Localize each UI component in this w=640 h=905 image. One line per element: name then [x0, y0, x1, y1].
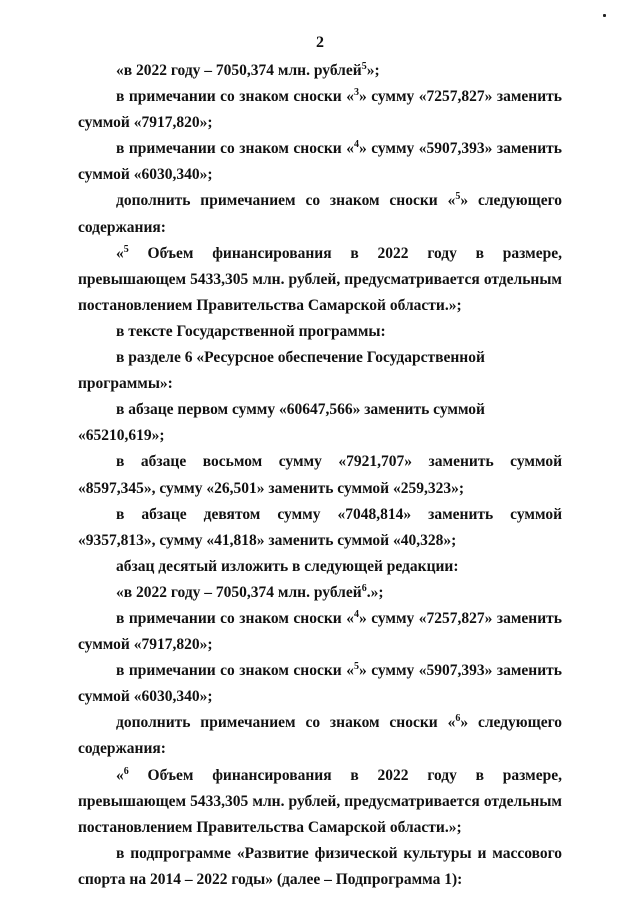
page-number: 2 — [316, 34, 324, 51]
paragraph: в абзаце первом сумму «60647,566» заменить суммой «65210,619»; — [78, 401, 485, 445]
paragraph: в абзаце девятом сумму «7048,814» заменить суммой «9357,813», сумму «41,818» заменить суммой «40,328»; — [78, 505, 562, 549]
scan-mark — [603, 14, 606, 17]
paragraph: в примечании со знаком сноски «$^3$» сумму «7257,827» заменить суммой «7917,820»; — [78, 87, 562, 132]
paragraph: в примечании со знаком сноски «$^4$» сумму «5907,393» заменить суммой «6030,340»; — [78, 139, 562, 184]
paragraph: в примечании со знаком сноски «$^4$» сумму «7257,827» заменить суммой «7917,820»; — [78, 608, 562, 654]
footnote-paragraph: «$^5$ Объем финансирования в 2022 году в размере, превышающем 5433,305 млн. рублей, предусматривается отдельным постановлением Правительства Самарской области.»; — [78, 243, 562, 314]
paragraph: в тексте Государственной программы: — [116, 322, 386, 340]
paragraph: «в 2022 году – 7050,374 млн. рублей$^6$.»; — [116, 582, 384, 601]
paragraph: «в 2022 году – 7050,374 млн. рублей$^5$»; — [116, 61, 380, 79]
paragraph: в подпрограмме «Развитие физической культуры и массового спорта на 2014 – 2022 годы» (далее – Подпрограмма 1): — [78, 844, 562, 888]
paragraph: дополнить примечанием со знаком сноски «$^6$» следующего содержания: — [78, 713, 562, 758]
paragraph: дополнить примечанием со знаком сноски «$^5$» следующего содержания: — [78, 191, 562, 236]
paragraph: абзац десятый изложить в следующей редакции: — [116, 557, 459, 575]
paragraph: в примечании со знаком сноски «$^5$» сумму «5907,393» заменить суммой «6030,340»; — [78, 661, 562, 706]
paragraph: в абзаце восьмом сумму «7921,707» заменить суммой «8597,345», сумму «26,501» заменить суммой «259,323»; — [78, 453, 562, 497]
document-body — [78, 58, 562, 893]
footnote-paragraph: «$^6$ Объем финансирования в 2022 году в размере, превышающем 5433,305 млн. рублей, предусматривается отдельным постановлением Правительства Самарской области.»; — [78, 765, 562, 836]
paragraph: в разделе 6 «Ресурсное обеспечение Государственной программы»: — [78, 349, 485, 393]
